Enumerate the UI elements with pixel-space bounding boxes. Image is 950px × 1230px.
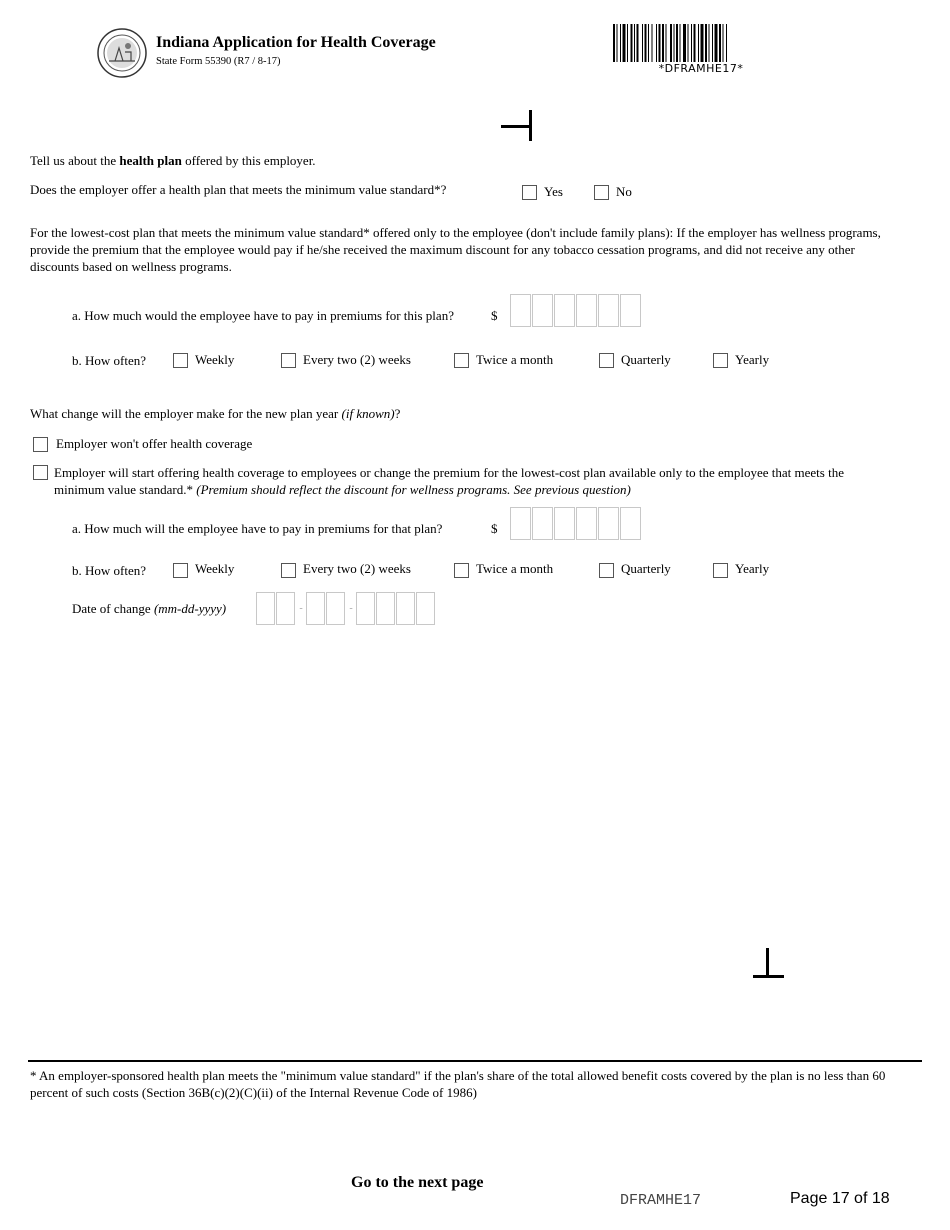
form-number: State Form 55390 (R7 / 8-17) bbox=[156, 56, 281, 67]
registration-mark-top-stem bbox=[529, 110, 532, 141]
frequency-biweekly-checkbox[interactable] bbox=[281, 353, 296, 368]
min-value-question: Does the employer offer a health plan that meets the minimum value standard*? bbox=[30, 182, 447, 197]
how-often-label: b. How often? bbox=[72, 353, 147, 368]
barcode bbox=[612, 24, 790, 62]
premium-amount-input[interactable] bbox=[510, 294, 642, 329]
health-plan-intro: Tell us about the health plan offered by this employer. bbox=[30, 153, 316, 168]
indiana-state-seal bbox=[97, 28, 147, 78]
plan-change-question: What change will the employer make for the new plan year (if known)? bbox=[30, 406, 401, 421]
new-dollar-sign: $ bbox=[491, 521, 498, 536]
no-coverage-checkbox[interactable] bbox=[33, 437, 48, 452]
new-premium-question: a. How much will the employee have to pay in premiums for that plan? bbox=[72, 521, 443, 536]
new-frequency-biweekly-label: Every two (2) weeks bbox=[303, 561, 411, 576]
new-frequency-quarterly-label: Quarterly bbox=[621, 561, 671, 576]
date-separator: - bbox=[299, 603, 303, 614]
min-value-yes-label: Yes bbox=[544, 184, 563, 199]
date-year-digit-2[interactable] bbox=[376, 592, 395, 625]
registration-mark-top bbox=[501, 125, 531, 128]
date-separator: - bbox=[349, 603, 353, 614]
date-year-digit-4[interactable] bbox=[416, 592, 435, 625]
frequency-weekly-checkbox[interactable] bbox=[173, 353, 188, 368]
start-coverage-checkbox[interactable] bbox=[33, 465, 48, 480]
no-coverage-label: Employer won't offer health coverage bbox=[56, 436, 253, 451]
premium-question: a. How much would the employee have to pay in premiums for this plan? bbox=[72, 308, 454, 323]
new-frequency-biweekly-checkbox[interactable] bbox=[281, 563, 296, 578]
frequency-twice-month-checkbox[interactable] bbox=[454, 353, 469, 368]
new-frequency-twice-month-label: Twice a month bbox=[476, 561, 554, 576]
new-frequency-yearly-label: Yearly bbox=[735, 561, 770, 576]
footnote-divider bbox=[28, 1060, 922, 1062]
new-frequency-weekly-label: Weekly bbox=[195, 561, 235, 576]
date-month-digit-1[interactable] bbox=[256, 592, 275, 625]
frequency-quarterly-checkbox[interactable] bbox=[599, 353, 614, 368]
min-value-no-checkbox[interactable] bbox=[594, 185, 609, 200]
date-day-digit-1[interactable] bbox=[306, 592, 325, 625]
new-premium-amount-input[interactable] bbox=[510, 507, 642, 542]
minimum-value-footnote: * An employer-sponsored health plan meets the "minimum value standard" if the plan's share of the total allowed benefit costs covered by the plan is no less than 60 percent of such costs (Section 36B(c)(2)(C)(ii) of the Internal Revenue Code of 1986) bbox=[30, 1068, 886, 1100]
page-number: Page 17 of 18 bbox=[790, 1190, 890, 1207]
min-value-no-label: No bbox=[616, 184, 632, 199]
date-of-change-label: Date of change (mm-dd-yyyy) bbox=[72, 601, 227, 616]
form-title: Indiana Application for Health Coverage bbox=[156, 34, 436, 51]
next-page-instruction: Go to the next page bbox=[351, 1174, 484, 1191]
frequency-quarterly-label: Quarterly bbox=[621, 352, 671, 367]
frequency-weekly-label: Weekly bbox=[195, 352, 235, 367]
date-year-digit-1[interactable] bbox=[356, 592, 375, 625]
frequency-yearly-label: Yearly bbox=[735, 352, 770, 367]
start-coverage-label: Employer will start offering health coverage to employees or change the premium for the lowest-cost plan available only to the employee that meets the minimum value standard.* (Premium should reflect the discount for wellness programs. See previous question) bbox=[54, 465, 844, 497]
new-frequency-quarterly-checkbox[interactable] bbox=[599, 563, 614, 578]
frequency-twice-month-label: Twice a month bbox=[476, 352, 554, 367]
date-year-digit-3[interactable] bbox=[396, 592, 415, 625]
new-how-often-label: b. How often? bbox=[72, 563, 147, 578]
min-value-yes-checkbox[interactable] bbox=[522, 185, 537, 200]
new-frequency-yearly-checkbox[interactable] bbox=[713, 563, 728, 578]
date-day-digit-2[interactable] bbox=[326, 592, 345, 625]
new-frequency-twice-month-checkbox[interactable] bbox=[454, 563, 469, 578]
barcode-text: *DFRAMHE17* bbox=[658, 62, 744, 75]
form-code: DFRAMHE17 bbox=[620, 1192, 702, 1209]
frequency-yearly-checkbox[interactable] bbox=[713, 353, 728, 368]
date-month-digit-2[interactable] bbox=[276, 592, 295, 625]
new-frequency-weekly-checkbox[interactable] bbox=[173, 563, 188, 578]
frequency-biweekly-label: Every two (2) weeks bbox=[303, 352, 411, 367]
registration-mark-bottom-stem bbox=[766, 948, 769, 978]
lowest-cost-plan-instructions: For the lowest-cost plan that meets the minimum value standard* offered only to the employee (don't include family plans): If the employer has wellness programs, provide the premium that the employee would pay if he/she received the maximum discount for any tobacco cessation programs, and did not receive any other discounts based on wellness programs. bbox=[30, 225, 881, 274]
date-of-change-input[interactable] bbox=[256, 592, 436, 627]
dollar-sign: $ bbox=[491, 308, 498, 323]
